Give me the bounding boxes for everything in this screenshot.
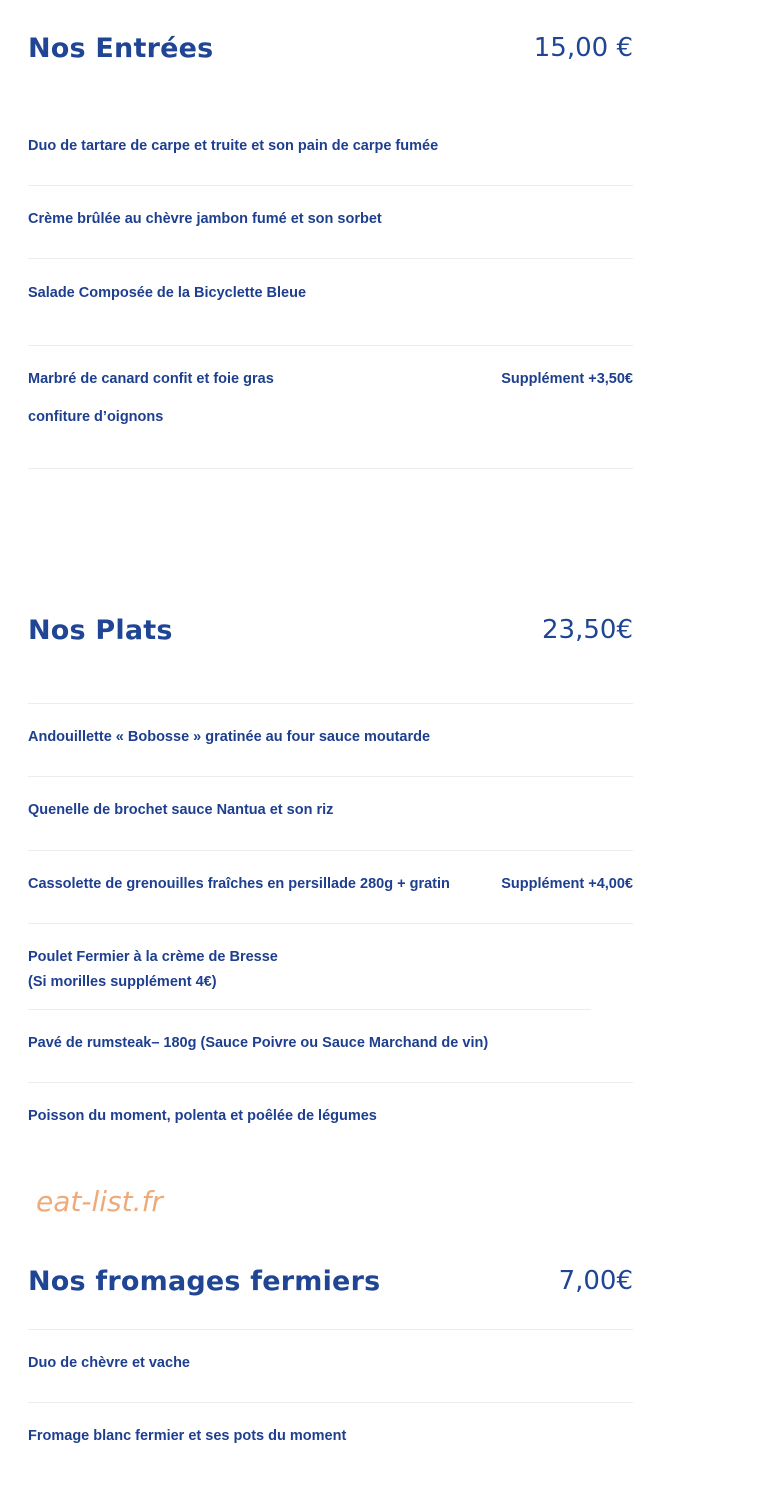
menu-item: Marbré de canard confit et foie gras (28, 371, 274, 387)
divider (28, 345, 633, 346)
menu-item: Poisson du moment, polenta et poêlée de légumes (28, 1108, 377, 1124)
menu-item: Fromage blanc fermier et ses pots du moment (28, 1428, 347, 1444)
divider (28, 1329, 633, 1330)
divider (28, 468, 633, 469)
divider (28, 258, 633, 259)
watermark: eat-list.fr (36, 1185, 163, 1218)
fromages-title: Nos fromages fermiers (28, 1266, 381, 1297)
entrees-header (28, 33, 633, 73)
menu-item: Quenelle de brochet sauce Nantua et son riz (28, 802, 334, 818)
divider (28, 703, 633, 704)
menu-item: Cassolette de grenouilles fraîches en persillade 280g + gratin (28, 876, 450, 892)
menu-item: Andouillette « Bobosse » gratinée au four sauce moutarde (28, 729, 431, 745)
fromages-header (28, 1266, 633, 1306)
entrees-title: Nos Entrées (28, 33, 214, 64)
divider (28, 923, 633, 924)
divider (28, 1402, 633, 1403)
menu-item-line2: (Si morilles supplément 4€) (28, 974, 217, 990)
menu-item: Pavé de rumsteak– 180g (Sauce Poivre ou Sauce Marchand de vin) (28, 1035, 489, 1051)
plats-title: Nos Plats (28, 615, 173, 646)
plats-price: 23,50€ (542, 615, 633, 645)
divider (28, 776, 633, 777)
menu-item-line2: confiture d’oignons (28, 409, 164, 425)
divider (28, 185, 633, 186)
plats-header (28, 615, 633, 655)
menu-item: Crème brûlée au chèvre jambon fumé et son sorbet (28, 211, 382, 227)
menu-item: Duo de chèvre et vache (28, 1355, 190, 1371)
supplement-label: Supplément +3,50€ (501, 371, 633, 387)
divider (28, 1082, 633, 1083)
menu-item: Salade Composée de la Bicyclette Bleue (28, 285, 307, 301)
menu-item: Poulet Fermier à la crème de Bresse (28, 949, 278, 965)
entrees-price: 15,00 € (533, 33, 633, 63)
divider (28, 850, 633, 851)
fromages-price: 7,00€ (558, 1266, 633, 1296)
divider (28, 1009, 591, 1010)
menu-item: Duo de tartare de carpe et truite et son pain de carpe fumée (28, 138, 439, 154)
supplement-label: Supplément +4,00€ (501, 876, 633, 892)
